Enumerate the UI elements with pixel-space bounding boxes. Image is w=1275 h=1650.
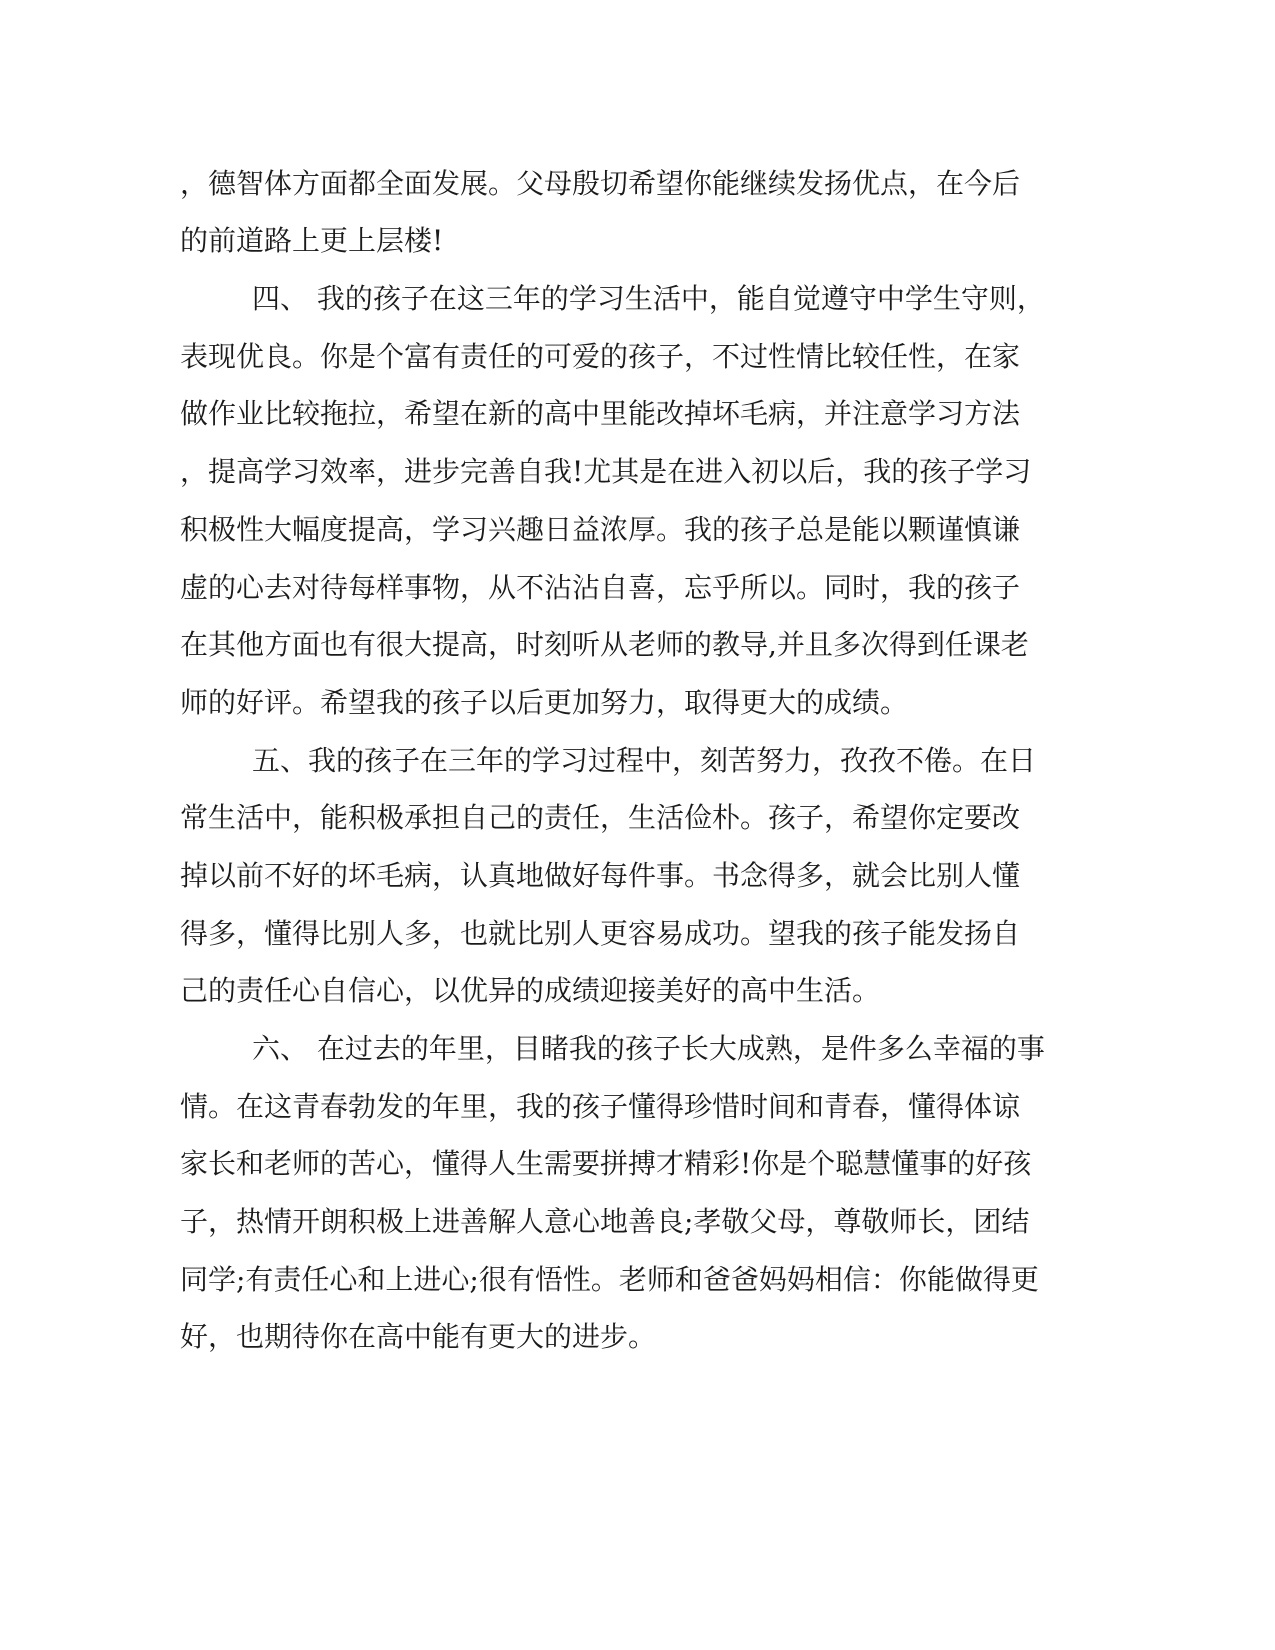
text-line: ，德智体方面都全面发展。父母殷切希望你能继续发扬优点，在今后 xyxy=(180,167,1021,200)
text-line: 好，也期待你在高中能有更大的进步。 xyxy=(180,1320,657,1353)
text-line: 情。在这青春勃发的年里，我的孩子懂得珍惜时间和青春，懂得体谅 xyxy=(180,1090,1021,1123)
text-line: ，提高学习效率，进步完善自我!尤其是在进入初以后，我的孩子学习 xyxy=(180,455,1032,488)
text-line: 的前道路上更上层楼! xyxy=(180,224,444,257)
paragraph-6-start: 六、 在过去的年里，目睹我的孩子长大成熟，是件多么幸福的事 xyxy=(252,1032,1045,1065)
text-line: 虚的心去对待每样事物，从不沾沾自喜，忘乎所以。同时，我的孩子 xyxy=(180,571,1021,604)
text-line: 同学;有责任心和上进心;很有悟性。老师和爸爸妈妈相信：你能做得更 xyxy=(180,1263,1039,1296)
text-line: 己的责任心自信心，以优异的成绩迎接美好的高中生活。 xyxy=(180,974,881,1007)
text-line: 家长和老师的苦心，懂得人生需要拼搏才精彩!你是个聪慧懂事的好孩 xyxy=(180,1147,1032,1180)
text-line: 掉以前不好的坏毛病，认真地做好每件事。书念得多，就会比别人懂 xyxy=(180,859,1021,892)
paragraph-5-start: 五、我的孩子在三年的学习过程中，刻苦努力，孜孜不倦。在日 xyxy=(252,744,1037,777)
paragraph-4-start: 四、 我的孩子在这三年的学习生活中，能自觉遵守中学生守则， xyxy=(252,282,1045,315)
text-line: 得多，懂得比别人多，也就比别人更容易成功。望我的孩子能发扬自 xyxy=(180,917,1021,950)
text-line: 做作业比较拖拉，希望在新的高中里能改掉坏毛病，并注意学习方法 xyxy=(180,397,1021,430)
text-line: 师的好评。希望我的孩子以后更加努力，取得更大的成绩。 xyxy=(180,686,909,719)
text-line: 常生活中，能积极承担自己的责任，生活俭朴。孩子，希望你定要改 xyxy=(180,801,1021,834)
text-line: 表现优良。你是个富有责任的可爱的孩子，不过性情比较任性，在家 xyxy=(180,340,1021,373)
text-line: 积极性大幅度提高，学习兴趣日益浓厚。我的孩子总是能以颗谨慎谦 xyxy=(180,513,1021,546)
text-line: 在其他方面也有很大提高，时刻听从老师的教导,并且多次得到任课老 xyxy=(180,628,1029,661)
text-line: 子，热情开朗积极上进善解人意心地善良;孝敬父母，尊敬师长，团结 xyxy=(180,1205,1030,1238)
